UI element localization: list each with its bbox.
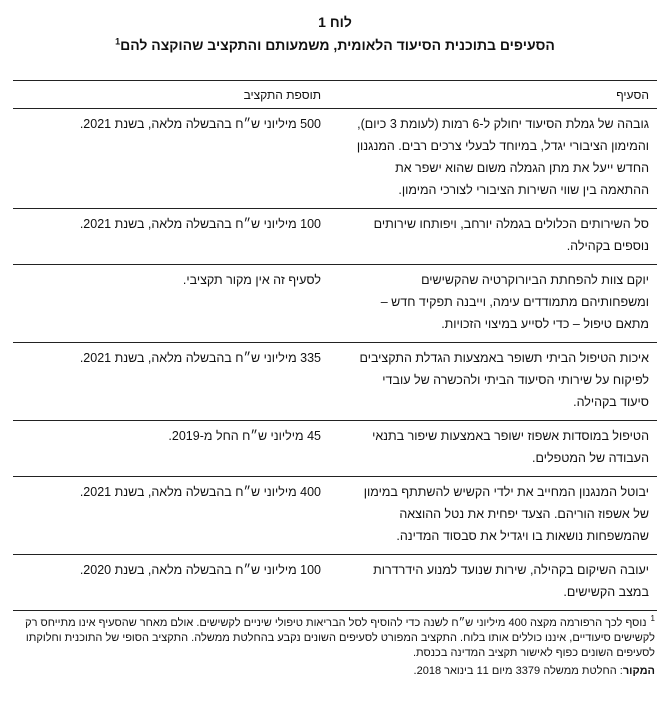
row-item: סל השירותים הכלולים בגמלה יורחב, ויפותחו שירותים נוספים בקהילה. (373, 217, 649, 253)
row-budget: לסעיף זה אין מקור תקציבי. (182, 273, 321, 287)
footnote-text: נוסף לכך הרפורמה מקצה 400 מיליוני ש״ח לשנה כדי להוסיף לסל הבריאות טיפולי שיניים לקשישים. אולם מאחר שהסעיף אינו מתייחס רק לקשישים סיעודיים, איננו כוללים אותו בלוח. התקציב המפורט לסעיפים השונים נקבע בהחלטת ממשלה. התקציב הסופי של התוכנית וחלוקתו לסעיפים השונים כפוף לאישור תקציב המדינה בכנסת. (25, 617, 655, 659)
table-label: לוח 1 (318, 14, 352, 30)
column-gap (321, 86, 351, 104)
row-budget: 335 מיליוני ש״ח בהבשלה מלאה, בשנת 2021. (79, 351, 321, 365)
source-label: המקור (622, 665, 655, 677)
row-item: יעובה השיקום בקהילה, שירות שנועד למנוע הידרדרות במצב הקשישים. (373, 563, 649, 599)
table-title (13, 34, 657, 56)
source-text: : החלטת ממשלה 3379 מיום 11 בינואר 2018. (413, 665, 623, 677)
row-budget: 100 מיליוני ש״ח בהבשלה מלאה, בשנת 2021. (79, 217, 321, 231)
table-row (13, 265, 657, 343)
row-item: איכות הטיפול הביתי תשופר באמצעות הגדלת התקציבים לפיקוח על שירותי הסיעוד הביתי ולהכשרה של עובדי סיעוד בקהילה. (359, 351, 649, 409)
row-budget: 45 מיליוני ש״ח החל מ-2019. (168, 429, 321, 443)
header-item: הסעיף (616, 88, 649, 102)
row-budget: 400 מיליוני ש״ח בהבשלה מלאה, בשנת 2021. (79, 485, 321, 499)
row-item: יוקם צוות להפחתת הביורוקרטיה שהקשישים ומשפחותיהם מתמודדים עימה, וייבנה תפקיד חדש – מתאם טיפול – כדי לסייע במיצוי הזכויות. (380, 273, 649, 331)
table-row (13, 209, 657, 265)
table-row (13, 109, 657, 209)
header-budget: תוספת התקציב (243, 88, 321, 102)
table-row (13, 343, 657, 421)
source-note (13, 664, 657, 679)
row-budget: 100 מיליוני ש״ח בהבשלה מלאה, בשנת 2020. (79, 563, 321, 577)
table-row (13, 477, 657, 555)
footnote (13, 616, 657, 661)
row-item: הטיפול במוסדות אשפוז ישופר באמצעות שיפור בתנאי העבודה של המטפלים. (372, 429, 649, 465)
row-item: גובהה של גמלת הסיעוד יחולק ל-6 רמות (לעומת 3 כיום), והמימון הציבורי יגדל, במיוחד לבעלי צרכים רבים. המנגנון החדש ייעל את מתן הגמלה משום שהוא ישפר את ההתאמה בין שווי השירות הציבורי לצורכי המימון. (356, 117, 649, 197)
footnote-mark: 1 (650, 614, 655, 624)
table-row (13, 555, 657, 611)
table-title-text: הסעיפים בתוכנית הסיעוד הלאומית, משמעותם והתקציב שהוקצה להם (120, 37, 555, 53)
footnote-ref[interactable]: 1 (115, 36, 121, 47)
row-budget: 500 מיליוני ש״ח בהבשלה מלאה, בשנת 2021. (79, 117, 321, 131)
row-item: יבוטל המנגנון המחייב את ילדי הקשיש להשתתף במימון של אשפוז הוריהם. הצעד יפחית את נטל ההוצאה שהמשפחות נושאות בו ויגדיל את סבסוד המדינה. (363, 485, 649, 543)
document-page (13, 0, 657, 685)
table-row (13, 421, 657, 477)
header-row (13, 81, 657, 109)
